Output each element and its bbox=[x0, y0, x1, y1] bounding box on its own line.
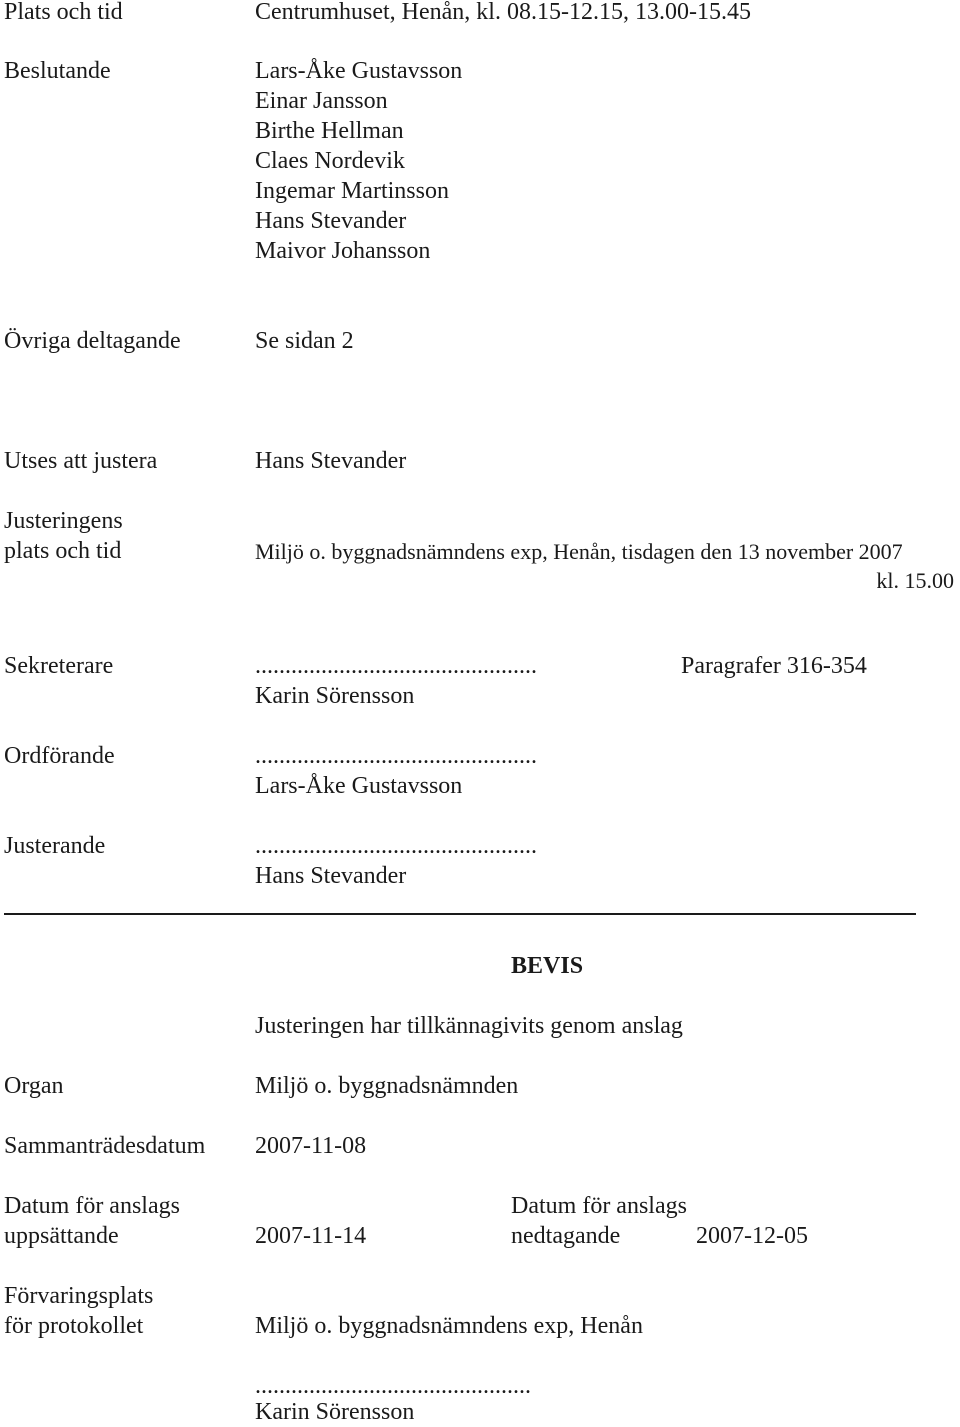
justeringens-label-line1: Justeringens bbox=[4, 508, 123, 534]
plats-och-tid-label: Plats och tid bbox=[4, 0, 123, 25]
utses-att-justera-label: Utses att justera bbox=[4, 448, 158, 474]
beslutande-member: Hans Stevander bbox=[255, 208, 407, 234]
beslutande-label: Beslutande bbox=[4, 58, 111, 84]
bevis-statement: Justeringen har tillkännagivits genom anslag bbox=[255, 1013, 683, 1039]
beslutande-member: Lars-Åke Gustavsson bbox=[255, 58, 463, 84]
forvaringsplats-value: Miljö o. byggnadsnämndens exp, Henån bbox=[255, 1313, 643, 1339]
ordforande-label: Ordförande bbox=[4, 743, 115, 769]
beslutande-member: Birthe Hellman bbox=[255, 118, 404, 144]
justeringens-label-line2: plats och tid bbox=[4, 538, 122, 564]
sammantradesdatum-value: 2007-11-08 bbox=[255, 1133, 367, 1159]
forvaringsplats-label-line2: för protokollet bbox=[4, 1313, 144, 1339]
justeringens-value-line1: Miljö o. byggnadsnämndens exp, Henån, tisdagen den 13 november 2007 bbox=[255, 539, 903, 564]
uppsattande-label-line1: Datum för anslags bbox=[4, 1193, 180, 1219]
justerande-signature-line: ............................................... bbox=[255, 833, 537, 859]
organ-label: Organ bbox=[4, 1073, 64, 1099]
paragrafer-text: Paragrafer 316-354 bbox=[681, 653, 867, 679]
bevis-title: BEVIS bbox=[511, 953, 584, 979]
organ-value: Miljö o. byggnadsnämnden bbox=[255, 1073, 519, 1099]
forvaringsplats-label-line1: Förvaringsplats bbox=[4, 1283, 154, 1309]
sammantradesdatum-label: Sammanträdesdatum bbox=[4, 1133, 206, 1159]
beslutande-list bbox=[255, 56, 462, 266]
nedtagande-label-line1: Datum för anslags bbox=[511, 1193, 687, 1219]
ordforande-signature-line: ............................................... bbox=[255, 743, 537, 769]
sekreterare-signature-line: ............................................... bbox=[255, 653, 537, 679]
utses-att-justera-value: Hans Stevander bbox=[255, 448, 407, 474]
plats-och-tid-value: Centrumhuset, Henån, kl. 08.15-12.15, 13.00-15.45 bbox=[255, 0, 751, 25]
justeringens-value-line2: kl. 15.00 bbox=[876, 568, 954, 593]
sekreterare-name: Karin Sörensson bbox=[255, 683, 415, 709]
uppsattande-label-line2: uppsättande bbox=[4, 1223, 119, 1249]
beslutande-member: Claes Nordevik bbox=[255, 148, 405, 174]
ovriga-deltagande-label: Övriga deltagande bbox=[4, 328, 181, 354]
nedtagande-value: 2007-12-05 bbox=[696, 1223, 808, 1249]
bevis-signature-name: Karin Sörensson bbox=[255, 1399, 415, 1425]
ovriga-deltagande-value: Se sidan 2 bbox=[255, 328, 354, 354]
section-divider bbox=[4, 913, 916, 915]
nedtagande-label-line2: nedtagande bbox=[511, 1223, 621, 1249]
beslutande-member: Maivor Johansson bbox=[255, 238, 431, 264]
sekreterare-label: Sekreterare bbox=[4, 653, 114, 679]
uppsattande-value: 2007-11-14 bbox=[255, 1223, 367, 1249]
beslutande-member: Ingemar Martinsson bbox=[255, 178, 449, 204]
justerande-label: Justerande bbox=[4, 833, 106, 859]
ordforande-name: Lars-Åke Gustavsson bbox=[255, 773, 463, 799]
justerande-name: Hans Stevander bbox=[255, 863, 407, 889]
bevis-signature-line: .............................................. bbox=[255, 1373, 531, 1399]
beslutande-member: Einar Jansson bbox=[255, 88, 388, 114]
